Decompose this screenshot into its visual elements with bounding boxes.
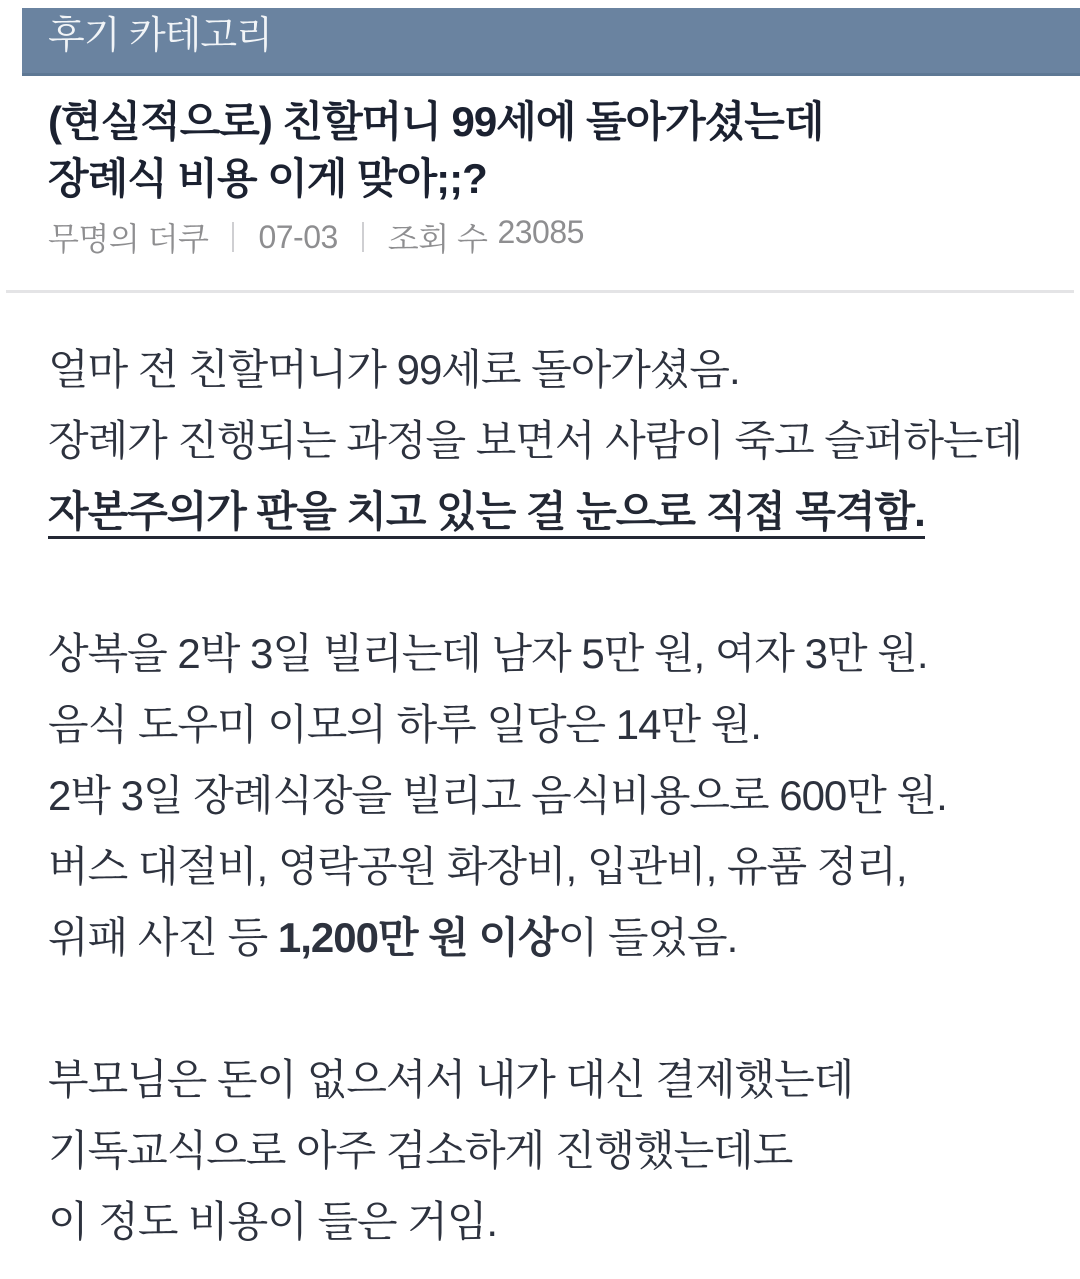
paragraph-1	[48, 334, 1040, 547]
paragraph-2	[48, 618, 1040, 973]
body-line: 부모님은 돈이 없으셔서 내가 대신 결제했는데	[48, 1056, 854, 1103]
author-name: 무명의 더쿠	[48, 221, 209, 257]
body-line: 기독교식으로 아주 검소하게 진행했는데도	[48, 1127, 793, 1174]
post-container	[0, 79, 1080, 1257]
emphasized-underlined-text: 자본주의가 판을 치고 있는 걸 눈으로 직접 목격함.	[48, 488, 925, 539]
body-line: 장례가 진행되는 과정을 보면서 사람이 죽고 슬퍼하는데	[48, 417, 1023, 464]
body-line	[48, 476, 1040, 547]
body-line	[48, 902, 1040, 973]
view-count-value: 23085	[497, 214, 584, 250]
body-line: 얼마 전 친할머니가 99세로 돌아가셨음.	[48, 346, 740, 393]
meta-separator	[362, 222, 364, 252]
body-text: 위패 사진 등	[48, 914, 278, 961]
category-bar[interactable]	[22, 8, 1080, 76]
post-title-line-2: 장례식 비용 이게 맞아;;?	[48, 155, 487, 202]
category-label: 후기 카테고리	[48, 15, 272, 57]
body-text: 이 들었음.	[557, 914, 738, 961]
body-line: 상복을 2박 3일 빌리는데 남자 5만 원, 여자 3만 원.	[48, 630, 928, 677]
body-line: 음식 도우미 이모의 하루 일당은 14만 원.	[48, 701, 761, 748]
bold-amount-text: 1,200만 원 이상	[277, 914, 558, 961]
view-count	[388, 214, 584, 260]
meta-separator	[232, 222, 234, 252]
post-title-line-1: (현실적으로) 친할머니 99세에 돌아가셨는데	[48, 98, 824, 145]
body-line: 이 정도 비용이 들은 거임.	[48, 1198, 498, 1245]
body-line: 2박 3일 장례식장을 빌리고 음식비용으로 600만 원.	[48, 772, 947, 819]
paragraph-3	[48, 1044, 1040, 1257]
post-meta	[48, 214, 1032, 257]
view-count-label: 조회 수	[387, 221, 488, 257]
post-body	[0, 293, 1080, 1257]
body-line: 버스 대절비, 영락공원 화장비, 입관비, 유품 정리,	[48, 843, 907, 890]
post-title	[48, 93, 1036, 207]
post-date: 07-03	[258, 218, 338, 255]
